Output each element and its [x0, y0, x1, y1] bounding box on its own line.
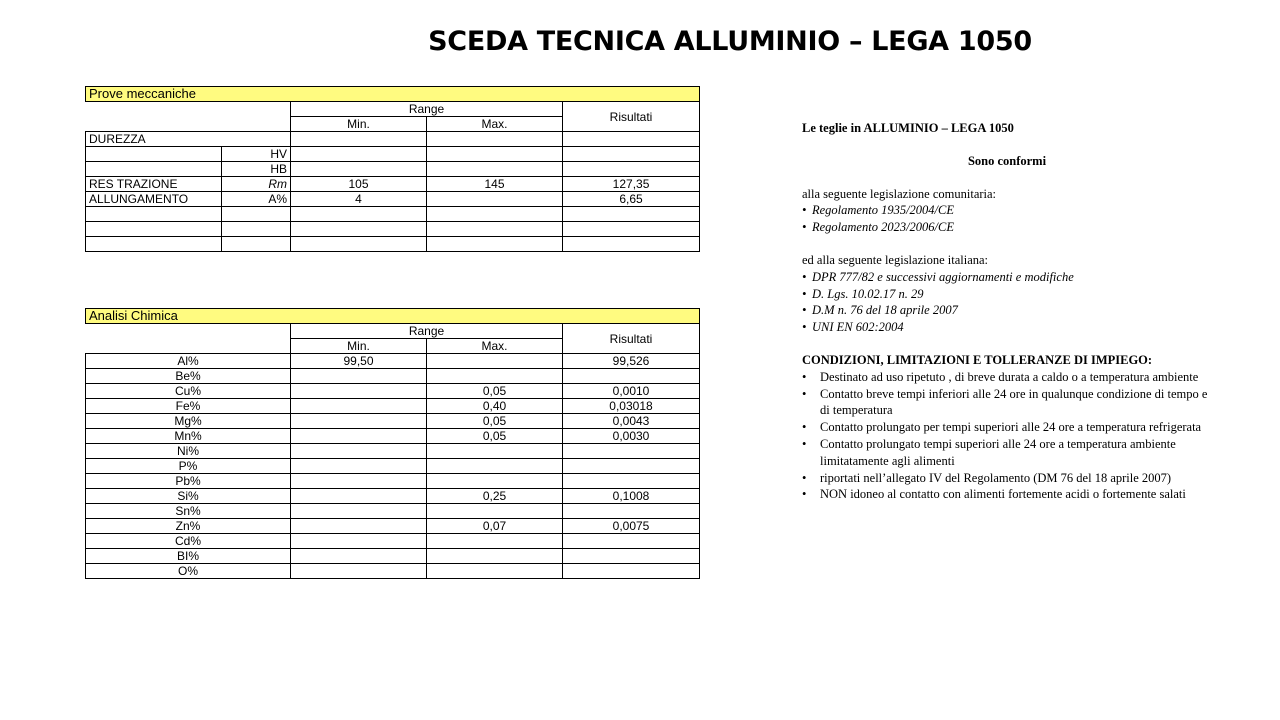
max-cell: [427, 192, 563, 207]
table-row: [86, 207, 700, 222]
results-label: Risultati: [563, 102, 700, 132]
element-cell: Mg%: [86, 414, 291, 429]
list-item-text: NON idoneo al contatto con alimenti fortemente acidi o fortemente salati: [820, 487, 1186, 502]
table-row: [86, 474, 700, 489]
list-item-text: Contatto prolungato tempi superiori alle 24 ore a temperatura ambiente limitatamente agli alimenti: [820, 436, 1176, 468]
chemical-analysis-table: [85, 308, 700, 579]
list-item-text: Contatto breve tempi inferiori alle 24 ore in qualunque condizione di tempo e di temperatura: [820, 386, 1208, 418]
community-legislation-list: [802, 202, 1212, 236]
list-item: [802, 286, 1212, 303]
bullet-icon: •: [802, 320, 807, 335]
unit-cell: HB: [222, 162, 291, 177]
table-row: [86, 222, 700, 237]
bullet-icon: •: [802, 269, 807, 284]
result-cell: 6,65: [563, 192, 700, 207]
element-cell: P%: [86, 459, 291, 474]
result-cell: [563, 459, 700, 474]
bullet-icon: •: [802, 386, 807, 401]
list-item: [802, 386, 1212, 420]
bullet-icon: •: [802, 436, 807, 451]
table-row: [86, 399, 700, 414]
table-row: [86, 177, 700, 192]
conditions-title: CONDIZIONI, LIMITAZIONI E TOLLERANZE DI IMPIEGO:: [802, 352, 1153, 367]
unit-cell: Rm: [222, 177, 291, 192]
table-row: [86, 489, 700, 504]
table-row: [86, 519, 700, 534]
max-cell: [427, 369, 563, 384]
result-cell: 0,0075: [563, 519, 700, 534]
element-cell: Cu%: [86, 384, 291, 399]
min-cell: [291, 369, 427, 384]
min-cell: [291, 549, 427, 564]
bullet-icon: •: [802, 420, 807, 435]
min-cell: 105: [291, 177, 427, 192]
table-row: [86, 549, 700, 564]
table-row: [86, 429, 700, 444]
max-cell: [427, 444, 563, 459]
result-cell: [563, 564, 700, 579]
chemical-analysis-header: Analisi Chimica: [86, 309, 700, 324]
intro-text: Le teglie in ALLUMINIO – LEGA 1050: [802, 121, 1014, 135]
bullet-icon: •: [802, 487, 807, 502]
table-row: [86, 504, 700, 519]
table-row: [86, 369, 700, 384]
list-item: [802, 486, 1212, 503]
min-cell: [291, 564, 427, 579]
table-row: [86, 354, 700, 369]
max-cell: 0,05: [427, 429, 563, 444]
mechanical-tests-table: [85, 86, 700, 252]
table-row: [86, 444, 700, 459]
community-label: alla seguente legislazione comunitaria:: [802, 186, 997, 201]
list-item: [802, 419, 1212, 436]
bullet-icon: •: [802, 303, 807, 318]
min-cell: [291, 489, 427, 504]
result-cell: [563, 369, 700, 384]
element-cell: Zn%: [86, 519, 291, 534]
bullet-icon: •: [802, 470, 807, 485]
result-cell: 0,1008: [563, 489, 700, 504]
element-cell: Mn%: [86, 429, 291, 444]
min-cell: [291, 399, 427, 414]
list-item: [802, 202, 1212, 219]
element-cell: BI%: [86, 549, 291, 564]
max-cell: 0,07: [427, 519, 563, 534]
bullet-icon: •: [802, 369, 807, 384]
min-cell: [291, 414, 427, 429]
element-cell: Sn%: [86, 504, 291, 519]
durezza-label: DUREZZA: [86, 132, 291, 147]
conditions-list: [802, 369, 1212, 503]
max-cell: [427, 504, 563, 519]
result-cell: 127,35: [563, 177, 700, 192]
max-label: Max.: [427, 339, 563, 354]
max-cell: [427, 534, 563, 549]
element-cell: Pb%: [86, 474, 291, 489]
range-label: Range: [291, 102, 563, 117]
min-cell: [291, 444, 427, 459]
list-item: [802, 369, 1212, 386]
result-cell: 0,03018: [563, 399, 700, 414]
list-item-text: riportati nell’allegato IV del Regolamento (DM 76 del 18 aprile 2007): [820, 470, 1172, 485]
table-row: [86, 564, 700, 579]
results-label: Risultati: [563, 324, 700, 354]
max-cell: 0,05: [427, 414, 563, 429]
list-item: [802, 302, 1212, 319]
list-item-text: Regolamento 1935/2004/CE: [812, 203, 954, 218]
min-cell: [291, 459, 427, 474]
max-cell: [427, 354, 563, 369]
min-cell: 4: [291, 192, 427, 207]
bullet-icon: •: [802, 286, 807, 301]
table-row: [86, 162, 700, 177]
element-cell: Ni%: [86, 444, 291, 459]
max-cell: 0,40: [427, 399, 563, 414]
min-cell: [291, 384, 427, 399]
min-cell: [291, 504, 427, 519]
list-item-text: D.M n. 76 del 18 aprile 2007: [812, 303, 958, 318]
element-cell: Fe%: [86, 399, 291, 414]
list-item-text: UNI EN 602:2004: [812, 320, 904, 335]
min-label: Min.: [291, 339, 427, 354]
result-cell: [563, 504, 700, 519]
list-item-text: D. Lgs. 10.02.17 n. 29: [812, 286, 924, 301]
max-cell: [427, 474, 563, 489]
max-cell: [427, 549, 563, 564]
list-item-text: Contatto prolungato per tempi superiori alle 24 ore a temperatura refrigerata: [820, 420, 1202, 435]
table-row: [86, 534, 700, 549]
italian-legislation-list: [802, 269, 1212, 336]
min-cell: [291, 519, 427, 534]
table-row: [86, 384, 700, 399]
result-cell: 0,0030: [563, 429, 700, 444]
unit-cell: A%: [222, 192, 291, 207]
list-item: [802, 319, 1212, 336]
table-row: [86, 459, 700, 474]
element-cell: Al%: [86, 354, 291, 369]
list-item: [802, 436, 1212, 470]
list-item-text: Destinato ad uso ripetuto , di breve durata a caldo o a temperatura ambiente: [820, 369, 1199, 384]
result-cell: [563, 444, 700, 459]
max-label: Max.: [427, 117, 563, 132]
max-cell: 0,25: [427, 489, 563, 504]
list-item-text: Regolamento 2023/2006/CE: [812, 220, 954, 235]
result-cell: [563, 534, 700, 549]
max-cell: 145: [427, 177, 563, 192]
list-item: [802, 219, 1212, 236]
page-title: SCEDA TECNICA ALLUMINIO – LEGA 1050: [428, 26, 1032, 57]
min-cell: [291, 534, 427, 549]
max-cell: 0,05: [427, 384, 563, 399]
table-row: [86, 237, 700, 252]
max-cell: [427, 564, 563, 579]
conformity-heading: Sono conformi: [967, 153, 1047, 168]
row-name: ALLUNGAMENTO: [86, 192, 222, 207]
table-row: [86, 414, 700, 429]
unit-cell: HV: [222, 147, 291, 162]
list-item-text: DPR 777/82 e successivi aggiornamenti e modifiche: [812, 269, 1074, 284]
min-label: Min.: [291, 117, 427, 132]
italian-label: ed alla seguente legislazione italiana:: [802, 252, 989, 267]
bullet-icon: •: [802, 203, 807, 218]
result-cell: [563, 474, 700, 489]
table-row: [86, 132, 700, 147]
element-cell: O%: [86, 564, 291, 579]
min-cell: [291, 474, 427, 489]
mechanical-tests-header: Prove meccaniche: [86, 87, 700, 102]
list-item: [802, 470, 1212, 487]
min-cell: [291, 429, 427, 444]
table-row: [86, 147, 700, 162]
element-cell: Si%: [86, 489, 291, 504]
min-cell: 99,50: [291, 354, 427, 369]
conformity-text: [802, 120, 1212, 503]
row-name: RES TRAZIONE: [86, 177, 222, 192]
range-label: Range: [291, 324, 563, 339]
element-cell: Cd%: [86, 534, 291, 549]
result-cell: 0,0010: [563, 384, 700, 399]
element-cell: Be%: [86, 369, 291, 384]
table-row: [86, 192, 700, 207]
result-cell: 0,0043: [563, 414, 700, 429]
list-item: [802, 269, 1212, 286]
bullet-icon: •: [802, 220, 807, 235]
result-cell: [563, 549, 700, 564]
result-cell: 99,526: [563, 354, 700, 369]
max-cell: [427, 459, 563, 474]
